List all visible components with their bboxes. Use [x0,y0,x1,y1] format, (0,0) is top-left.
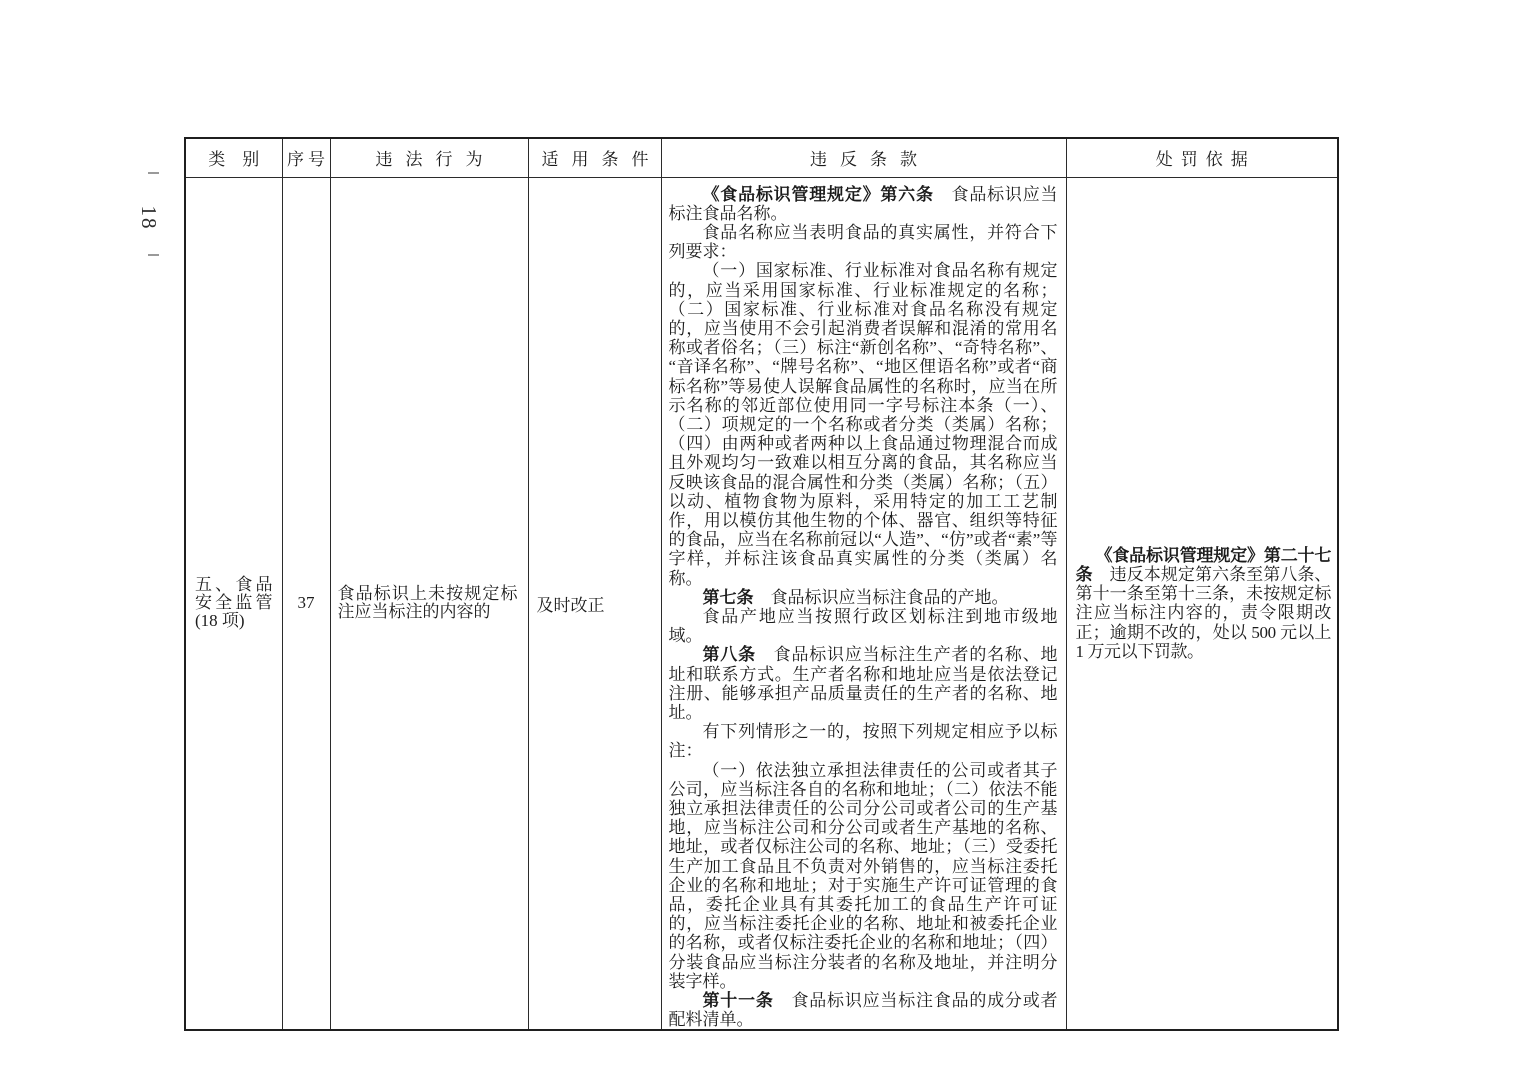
col-header-provisions-label: 违反条款 [810,150,930,170]
provisions-text: 《食品标识管理规定》第六条 食品标识应当标注食品名称。 食品名称应当表明食品的真实属性，并符合下列要求： （一）国家标准、行业标准对食品名称有规定的，应当采用国家标准、行业标准规定的名称；（二）国家标准、行业标准对食品名称没有规定的，应当使用不会引起消费者误解和混淆的常用名称或者俗名；（三）标注“新创名称”、“奇特名称”、“音译名称”、“牌号名称”、“地区俚语名称”或者“商标名称”等易使人误解食品属性的名称时，应当在所示名称的邻近部位使用同一字号标注本条（一）、（二）项规定的一个名称或者分类（类属）名称；（四）由两种或者两种以上食品通过物理混合而成且外观均匀一致难以相互分离的食品，其名称应当反映该食品的混合属性和分类（类属）名称；（五）以动、植物食物为原料，采用特定的加工工艺制作，用以模仿其他生物的个体、器官、组织等特征的食品，应当在名称前冠以“人造”、“仿”或者“素”等字样，并标注该食品真实属性的分类（类属）名称。 第七条 食品标识应当标注食品的产地。 食品产地应当按照行政区划标注到地市级地域。 第八条 食品标识应当标注生产者的名称、地址和联系方式。生产者名称和地址应当是依法登记注册、能够承担产品质量责任的生产者的名称、地址。 有下列情形之一的，按照下列规定相应予以标注： （一）依法独立承担法律责任的公司或者其子公司，应当标注各自的名称和地址；（二）依法不能独立承担法律责任的公司分公司或者公司的生产基地，应当标注公司和分公司或者生产基地的名称、地址，或者仅标注公司的名称、地址；（三）受委托生产加工食品且不负责对外销售的，应当标注委托企业的名称和地址；对于实施生产许可证管理的食品，委托企业具有其委托加工的食品生产许可证的，应当标注委托企业的名称、地址和被委托企业的名称，或者仅标注委托企业的名称和地址；（四）分装食品应当标注分装者的名称及地址，并注明分装字样。 第十一条 食品标识应当标注食品的成分或者配料清单。 [668,184,1058,1030]
page-number-dash-bottom [148,254,159,256]
col-header-category-label: 类别 [208,150,277,170]
penalty-text: 《食品标识管理规定》第二十七条 违反本规定第六条至第八条、第十一条至第十三条，未按规定标注应当标注内容的，责令限期改正；逾期不改的，处以 500 元以上 1 万元以下罚款。 [1075,545,1331,661]
header-row [185,138,1338,177]
page-number-dash-top [148,172,159,174]
page-number: 18 [137,205,162,231]
behavior-text: 食品标识上未按规定标注应当标注的内容的 [337,584,518,622]
col-header-provisions [661,138,1066,177]
cell-provisions [661,177,1066,1030]
col-header-penalty [1066,138,1338,177]
cell-category [185,177,282,1030]
col-header-behavior-label: 违法行为 [375,150,496,170]
col-header-index-label: 序号 [287,150,329,170]
regulation-table [184,137,1339,1031]
condition-text: 及时改正 [536,595,605,615]
col-header-condition [528,138,661,177]
col-header-penalty-label: 处罚依据 [1155,150,1256,170]
index-text: 37 [297,593,315,613]
table-row [185,177,1338,1030]
col-header-index [282,138,330,177]
col-header-condition-label: 适用条件 [541,150,662,170]
col-header-behavior [330,138,528,177]
col-header-category [185,138,282,177]
cell-condition [528,177,661,1030]
cell-index [282,177,330,1030]
category-text: 五、食品安全监管(18 项) [195,575,273,631]
cell-penalty [1066,177,1338,1030]
cell-behavior [330,177,528,1030]
